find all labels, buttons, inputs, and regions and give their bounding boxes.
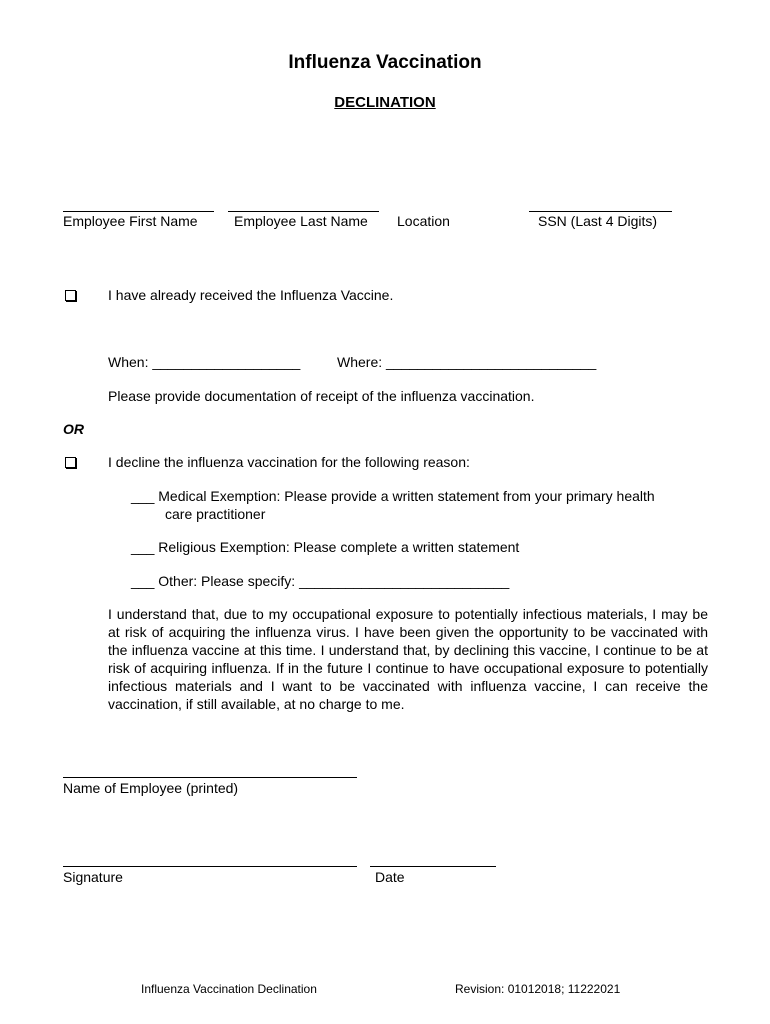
understanding-statement: I understand that, due to my occupational exposure to potentially infectious materials, I may be at risk of acquiring the influenza virus. I have been given the opportunity to be vaccinated with the influenza vaccine at this time. I understand that, by declining this vaccine, I continue to be at risk of acquiring influenza. If in the future I continue to have occupational exposure to potentially infectious materials and I want to be vaccinated with influenza vaccine, I can receive the vaccination, if still available, at no charge to me. bbox=[108, 606, 708, 712]
printed-name-label: Name of Employee (printed) bbox=[63, 780, 239, 796]
last-name-label: Employee Last Name bbox=[234, 213, 368, 229]
ssn-label: SSN (Last 4 Digits) bbox=[538, 213, 658, 229]
or-separator: OR bbox=[63, 421, 84, 437]
signature-label: Signature bbox=[63, 869, 123, 885]
received-vaccine-label: I have already received the Influenza Vaccine. bbox=[108, 287, 394, 303]
when-field[interactable]: When: ___________________ bbox=[108, 354, 301, 370]
date-label: Date bbox=[375, 869, 405, 885]
printed-name-line[interactable] bbox=[63, 777, 357, 778]
documentation-note: Please provide documentation of receipt of the influenza vaccination. bbox=[108, 388, 535, 404]
first-name-label: Employee First Name bbox=[63, 213, 198, 229]
signature-line[interactable] bbox=[63, 866, 357, 867]
form-title: Influenza Vaccination bbox=[288, 52, 482, 73]
footer-document-name: Influenza Vaccination Declination bbox=[141, 982, 317, 996]
form-subtitle: DECLINATION bbox=[334, 94, 436, 111]
location-label: Location bbox=[397, 213, 450, 229]
medical-exemption-continued: care practitioner bbox=[165, 506, 266, 522]
footer-revision: Revision: 01012018; 11222021 bbox=[455, 982, 621, 996]
where-field[interactable]: Where: ___________________________ bbox=[337, 354, 597, 370]
date-line[interactable] bbox=[370, 866, 496, 867]
last-name-line[interactable] bbox=[228, 211, 379, 212]
medical-exemption-option[interactable]: ___ Medical Exemption: Please provide a written statement from your primary health bbox=[131, 488, 655, 504]
decline-vaccine-checkbox[interactable] bbox=[65, 457, 76, 468]
decline-vaccine-label: I decline the influenza vaccination for the following reason: bbox=[108, 454, 470, 470]
religious-exemption-option[interactable]: ___ Religious Exemption: Please complete a written statement bbox=[131, 539, 520, 555]
other-reason-option[interactable]: ___ Other: Please specify: ___________________________ bbox=[131, 573, 510, 589]
ssn-line[interactable] bbox=[529, 211, 672, 212]
received-vaccine-checkbox[interactable] bbox=[65, 290, 76, 301]
first-name-line[interactable] bbox=[63, 211, 214, 212]
